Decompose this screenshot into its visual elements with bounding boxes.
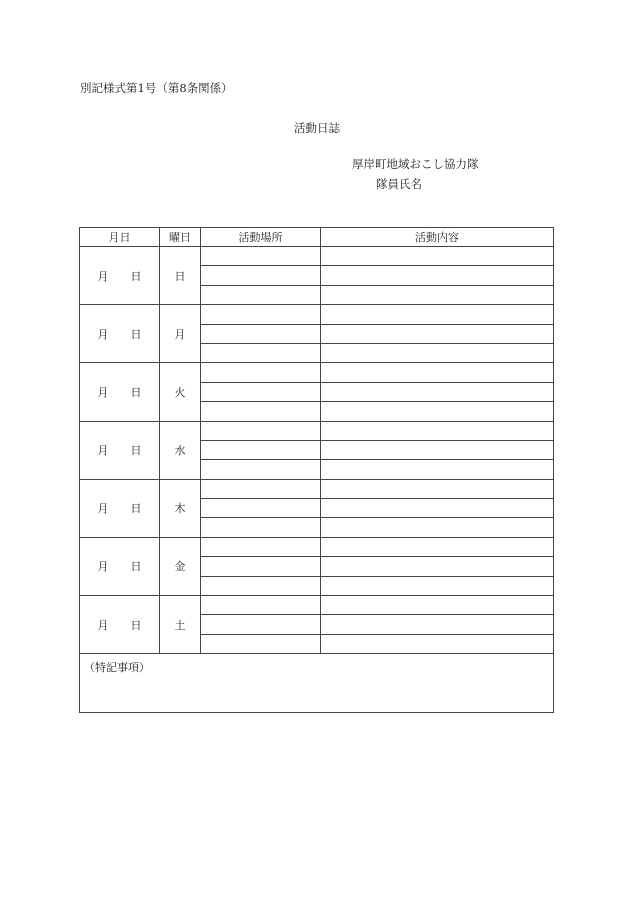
content-cell[interactable] xyxy=(321,460,554,479)
place-cell[interactable] xyxy=(201,440,321,459)
table-row xyxy=(80,421,554,440)
table-row xyxy=(80,596,554,615)
place-cell[interactable] xyxy=(201,343,321,362)
column-header-date: 月日 xyxy=(80,228,160,247)
content-cell[interactable] xyxy=(321,343,554,362)
date-cell[interactable] xyxy=(80,537,160,595)
table-row xyxy=(80,479,554,498)
content-cell[interactable] xyxy=(321,382,554,401)
content-cell[interactable] xyxy=(321,557,554,576)
place-cell[interactable] xyxy=(201,615,321,634)
weekday-cell: 月 xyxy=(160,305,201,363)
month-label: 月 xyxy=(97,560,109,574)
place-cell[interactable] xyxy=(201,576,321,595)
place-cell[interactable] xyxy=(201,479,321,498)
day-label: 日 xyxy=(130,444,142,458)
content-cell[interactable] xyxy=(321,518,554,537)
column-header-place: 活動場所 xyxy=(201,228,321,247)
column-header-weekday: 曜日 xyxy=(160,228,201,247)
month-label: 月 xyxy=(97,444,109,458)
weekday-cell: 土 xyxy=(160,596,201,654)
date-cell[interactable] xyxy=(80,479,160,537)
place-cell[interactable] xyxy=(201,305,321,324)
place-cell[interactable] xyxy=(201,421,321,440)
content-cell[interactable] xyxy=(321,402,554,421)
table-header-row xyxy=(80,228,554,247)
content-cell[interactable] xyxy=(321,363,554,382)
weekday-cell: 日 xyxy=(160,247,201,305)
member-name-label: 隊員氏名 xyxy=(376,177,422,191)
content-cell[interactable] xyxy=(321,247,554,266)
place-cell[interactable] xyxy=(201,460,321,479)
place-cell[interactable] xyxy=(201,402,321,421)
place-cell[interactable] xyxy=(201,518,321,537)
content-cell[interactable] xyxy=(321,305,554,324)
content-cell[interactable] xyxy=(321,615,554,634)
table-row xyxy=(80,247,554,266)
day-label: 日 xyxy=(130,385,142,399)
place-cell[interactable] xyxy=(201,499,321,518)
place-cell[interactable] xyxy=(201,537,321,556)
notes-row xyxy=(80,654,554,713)
organization-name: 厚岸町地域おこし協力隊 xyxy=(352,157,479,171)
month-label: 月 xyxy=(97,269,109,283)
day-label: 日 xyxy=(130,560,142,574)
table-row xyxy=(80,537,554,556)
content-cell[interactable] xyxy=(321,324,554,343)
table-row xyxy=(80,363,554,382)
place-cell[interactable] xyxy=(201,285,321,304)
form-number: 別記様式第1号（第8条関係） xyxy=(80,81,233,95)
day-label: 日 xyxy=(130,618,142,632)
month-label: 月 xyxy=(97,502,109,516)
month-label: 月 xyxy=(97,327,109,341)
day-label: 日 xyxy=(130,269,142,283)
date-cell[interactable] xyxy=(80,363,160,421)
notes-label: （特記事項） xyxy=(84,661,150,675)
document-title: 活動日誌 xyxy=(294,121,340,135)
place-cell[interactable] xyxy=(201,324,321,343)
date-cell[interactable] xyxy=(80,247,160,305)
weekday-cell: 水 xyxy=(160,421,201,479)
notes-cell[interactable] xyxy=(80,654,554,713)
table-row xyxy=(80,305,554,324)
content-cell[interactable] xyxy=(321,537,554,556)
weekday-cell: 火 xyxy=(160,363,201,421)
content-cell[interactable] xyxy=(321,499,554,518)
activity-log-table xyxy=(79,227,554,713)
place-cell[interactable] xyxy=(201,363,321,382)
content-cell[interactable] xyxy=(321,440,554,459)
place-cell[interactable] xyxy=(201,596,321,615)
content-cell[interactable] xyxy=(321,634,554,653)
content-cell[interactable] xyxy=(321,285,554,304)
place-cell[interactable] xyxy=(201,247,321,266)
month-label: 月 xyxy=(97,385,109,399)
content-cell[interactable] xyxy=(321,576,554,595)
month-label: 月 xyxy=(97,618,109,632)
place-cell[interactable] xyxy=(201,634,321,653)
content-cell[interactable] xyxy=(321,479,554,498)
day-label: 日 xyxy=(130,327,142,341)
content-cell[interactable] xyxy=(321,421,554,440)
place-cell[interactable] xyxy=(201,382,321,401)
place-cell[interactable] xyxy=(201,266,321,285)
table-body xyxy=(80,247,554,654)
content-cell[interactable] xyxy=(321,596,554,615)
place-cell[interactable] xyxy=(201,557,321,576)
day-label: 日 xyxy=(130,502,142,516)
content-cell[interactable] xyxy=(321,266,554,285)
date-cell[interactable] xyxy=(80,596,160,654)
date-cell[interactable] xyxy=(80,421,160,479)
date-cell[interactable] xyxy=(80,305,160,363)
column-header-content: 活動内容 xyxy=(321,228,554,247)
weekday-cell: 金 xyxy=(160,537,201,595)
weekday-cell: 木 xyxy=(160,479,201,537)
